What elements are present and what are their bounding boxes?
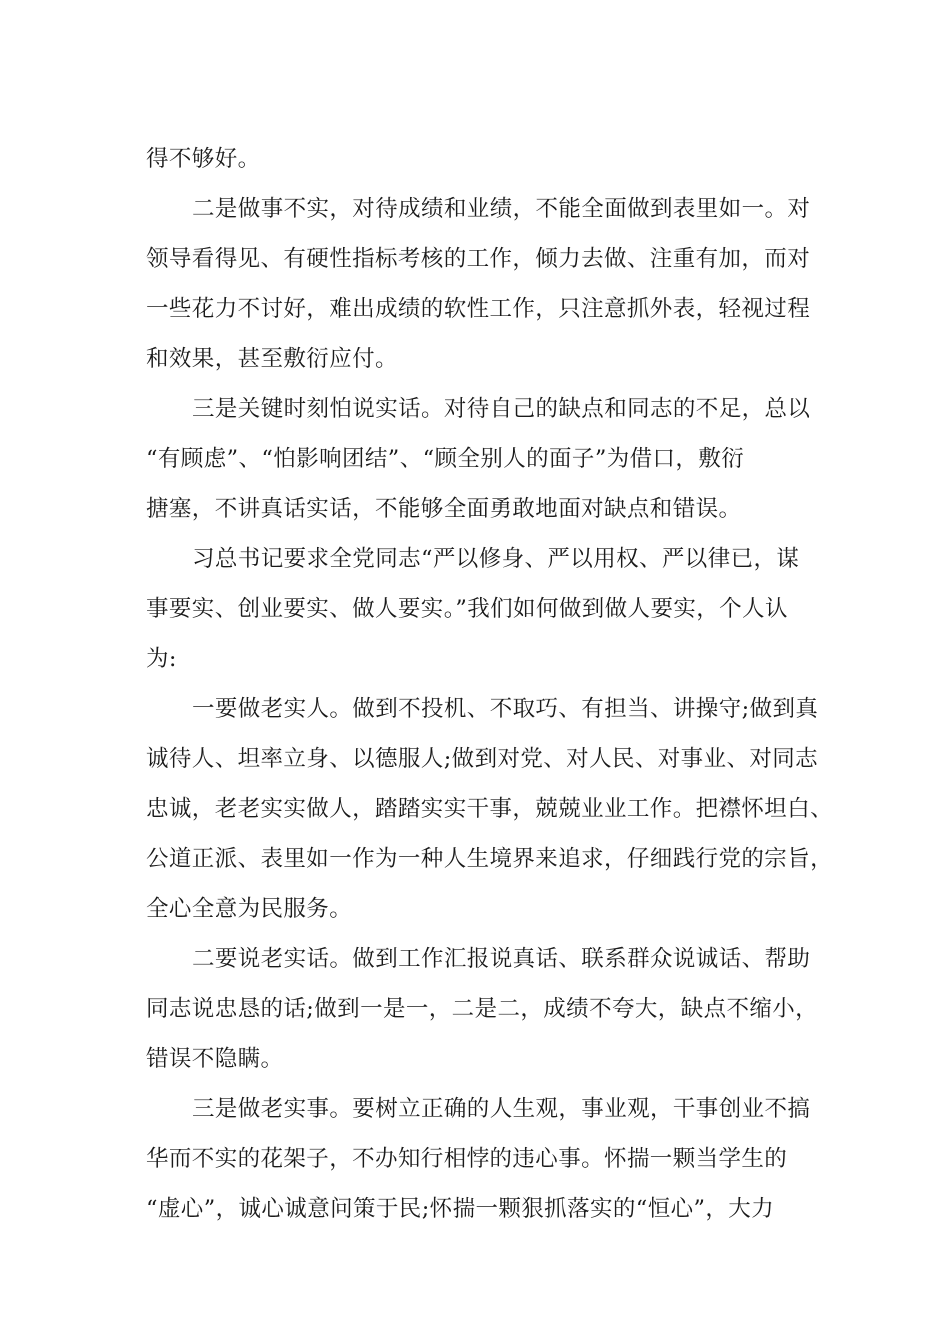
text-line: 领导看得见、有硬性指标考核的工作，倾力去做、注重有加，而对 [146, 246, 811, 272]
text-line: 公道正派、表里如一作为一种人生境界来追求，仔细践行党的宗旨， [146, 846, 834, 872]
paragraph-start-line: 二要说老实话。做到工作汇报说真话、联系群众说诚话、帮助 [192, 946, 811, 972]
text-line: 全心全意为民服务。 [146, 896, 353, 922]
text-line: 一些花力不讨好，难出成绩的软性工作，只注意抓外表，轻视过程 [146, 296, 811, 322]
paragraph-start-line: 习总书记要求全党同志“严以修身、严以用权、严以律已，谋 [192, 546, 800, 572]
text-line: “虚心”，诚心诚意问策于民;怀揣一颗狠抓落实的“恒心”，大力 [146, 1196, 775, 1222]
text-line: 为: [146, 646, 177, 672]
paragraph-start-line: 二是做事不实，对待成绩和业绩，不能全面做到表里如一。对 [192, 196, 811, 222]
text-line: “有顾虑”、“怕影响团结”、“顾全别人的面子”为借口，敷衍 [146, 446, 745, 472]
text-line: 错误不隐瞒。 [146, 1046, 284, 1072]
text-line: 华而不实的花架子，不办知行相悖的违心事。怀揣一颗当学生的 [146, 1146, 788, 1172]
text-line: 得不够好。 [146, 146, 261, 172]
text-line: 忠诚，老老实实做人，踏踏实实干事，兢兢业业工作。把襟怀坦白、 [146, 796, 834, 822]
paragraph-start-line: 三是做老实事。要树立正确的人生观，事业观，干事创业不搞 [192, 1096, 811, 1122]
body-text [146, 134, 834, 1234]
text-line: 搪塞，不讲真话实话，不能够全面勇敢地面对缺点和错误。 [146, 496, 742, 522]
text-line: 和效果，甚至敷衍应付。 [146, 346, 398, 372]
paragraph-start-line: 三是关键时刻怕说实话。对待自己的缺点和同志的不足，总以 [192, 396, 811, 422]
text-line: 诚待人、坦率立身、以德服人;做到对党、对人民、对事业、对同志 [146, 746, 819, 772]
text-line: 事要实、创业要实、做人要实。”我们如何做到做人要实，个人认 [146, 596, 788, 622]
paragraph-start-line: 一要做老实人。做到不投机、不取巧、有担当、讲操守;做到真 [192, 696, 819, 722]
text-line: 同志说忠恳的话;做到一是一，二是二，成绩不夸大，缺点不缩小， [146, 996, 819, 1022]
